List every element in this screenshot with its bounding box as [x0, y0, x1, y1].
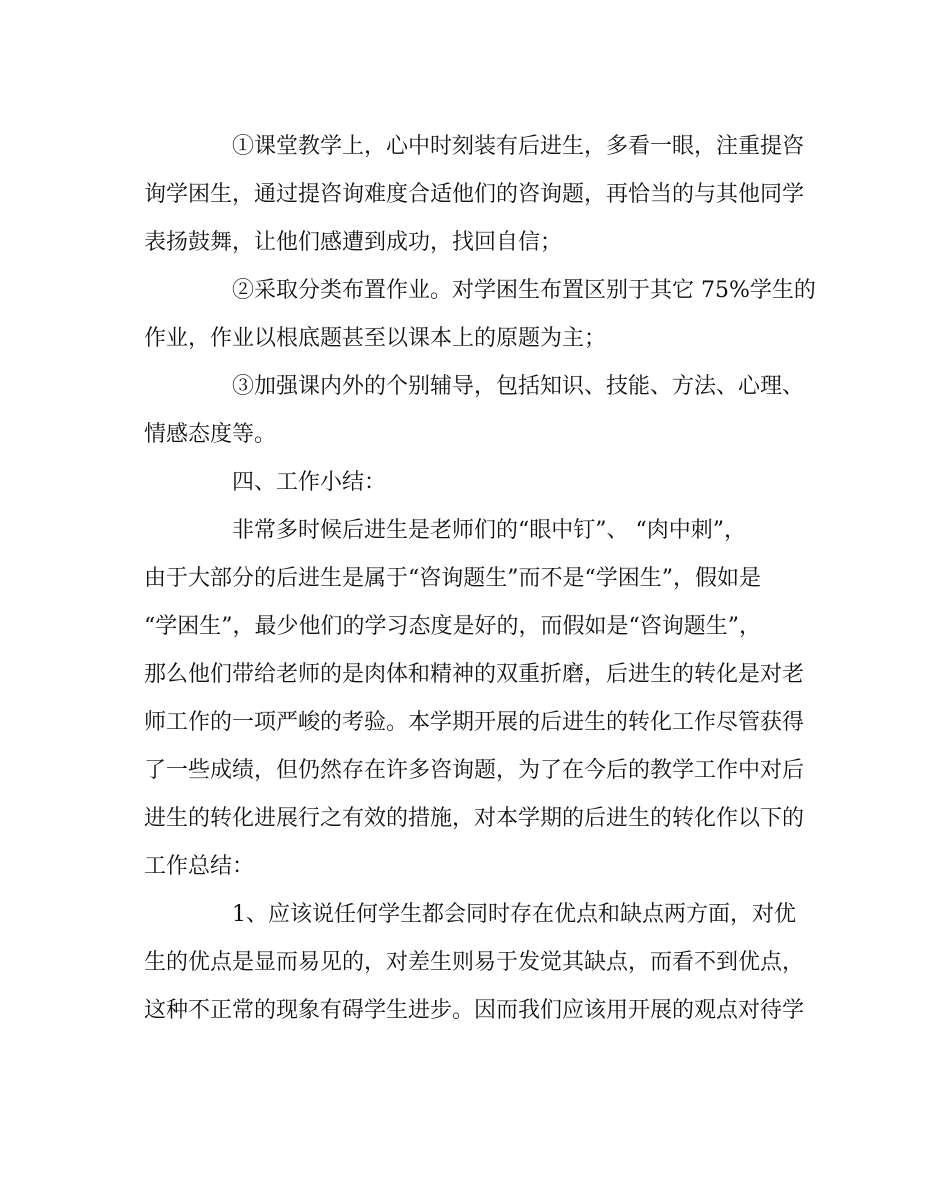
paragraph-4-line-5: 师工作的一项严峻的考验。本学期开展的后进生的转化工作尽管获得 — [144, 710, 805, 735]
paragraph-3-line-2: 情感态度等。 — [144, 422, 277, 447]
paragraph-2-line-2: 作业，作业以根底题甚至以课本上的原题为主； — [144, 326, 607, 351]
paragraph-4-line-3: “学困生”，最少他们的学习态度是好的，而假如是“咨询题生”， — [144, 614, 761, 639]
paragraph-4-line-6: 了一些成绩，但仍然存在许多咨询题，为了在今后的教学工作中对后 — [144, 758, 805, 783]
paragraph-4-line-8: 工作总结： — [144, 854, 255, 879]
paragraph-4-line-7: 进生的转化进展行之有效的措施，对本学期的后进生的转化作以下的 — [144, 806, 805, 831]
paragraph-5-line-2: 生的优点是显而易见的，对差生则易于发觉其缺点，而看不到优点， — [144, 950, 805, 975]
paragraph-3-line-1: ③加强课内外的个别辅导，包括知识、技能、方法、心理、 — [232, 374, 805, 399]
paragraph-2-line-1: ②采取分类布置作业。对学困生布置区别于其它 75%学生的 — [232, 278, 816, 303]
paragraph-5-line-3: 这种不正常的现象有碍学生进步。因而我们应该用开展的观点对待学 — [144, 998, 805, 1023]
paragraph-1-line-2: 询学困生，通过提咨询难度合适他们的咨询题，再恰当的与其他同学 — [144, 182, 805, 207]
paragraph-1-line-1: ①课堂教学上，心中时刻装有后进生，多看一眼，注重提咨 — [232, 134, 805, 159]
paragraph-4-line-2: 由于大部分的后进生是属于“咨询题生”而不是“学困生”，假如是 — [144, 566, 761, 591]
paragraph-5-line-1: 1、应该说任何学生都会同时存在优点和缺点两方面，对优 — [232, 902, 796, 927]
section-heading: 四、工作小结： — [232, 470, 387, 495]
paragraph-1-line-3: 表扬鼓舞，让他们感遭到成功，找回自信； — [144, 230, 563, 255]
paragraph-4-line-1: 非常多时候后进生是老师们的“眼中钉”、 “肉中刺”， — [232, 518, 746, 543]
paragraph-4-line-4: 那么他们带给老师的是肉体和精神的双重折磨，后进生的转化是对老 — [144, 662, 805, 687]
